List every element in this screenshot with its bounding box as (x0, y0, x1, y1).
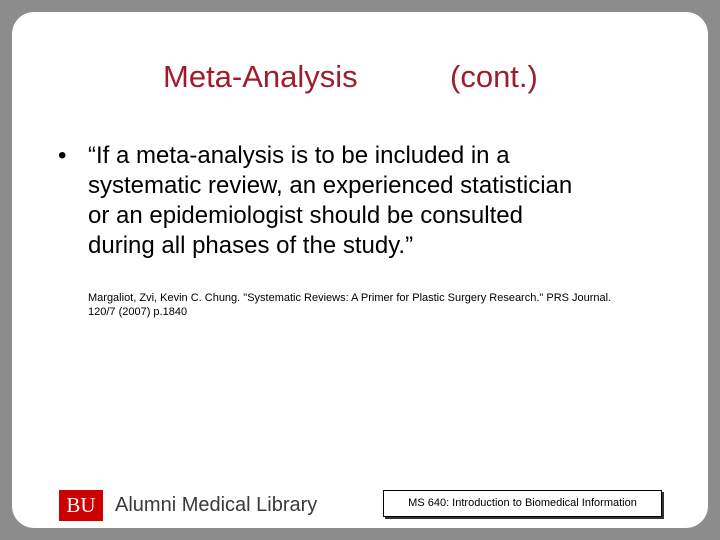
quote-text (88, 141, 688, 261)
quote-line: “If a meta-analysis is to be included in a (88, 142, 510, 169)
citation-line: 120/7 (2007) p.1840 (88, 306, 188, 318)
citation (88, 291, 688, 319)
library-logo (59, 490, 317, 521)
slide-title (0, 55, 720, 99)
bullet-point-icon: • (58, 142, 67, 169)
citation-line: Margaliot, Zvi, Kevin C. Chung. "Systematic Reviews: A Primer for Plastic Surgery Research." PRS Journal. (88, 292, 612, 304)
bu-logo-badge: BU (59, 490, 103, 521)
title-main: Meta-Analysis (163, 59, 358, 94)
quote-line: during all phases of the study.” (88, 232, 414, 259)
quote-line: systematic review, an experienced statistician (88, 172, 573, 199)
title-cont: (cont.) (450, 59, 538, 94)
library-name: Alumni Medical Library (115, 494, 318, 516)
course-label: MS 640: Introduction to Biomedical Information (383, 490, 662, 517)
quote-line: or an epidemiologist should be consulted (88, 202, 523, 229)
